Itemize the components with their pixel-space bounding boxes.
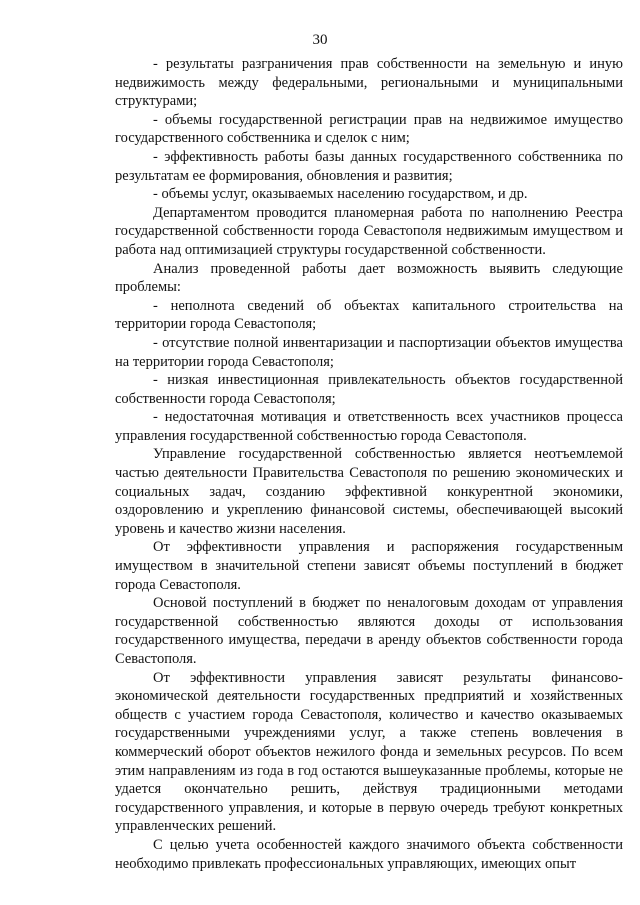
paragraph: С целью учета особенностей каждого значимого объекта собственности необходимо привлекать профессиональных управляющих, имеющих опыт — [115, 836, 623, 872]
paragraph: - объемы государственной регистрации прав на недвижимое имущество государственного собственника и сделок с ним; — [115, 111, 623, 147]
paragraph: - результаты разграничения прав собственности на земельную и иную недвижимость между федеральными, региональными и муниципальными структурами; — [115, 56, 623, 110]
paragraph: - неполнота сведений об объектах капитального строительства на территории города Севастополя; — [115, 297, 623, 333]
document-body — [115, 55, 623, 873]
paragraph: Управление государственной собственностью является неотъемлемой частью деятельности Правительства Севастополя по решению экономических и социальных задач, созданию эффективной конкурентной экономики, оздоровлению и укреплению финансовой системы, обеспечивающей высокий уровень и качество жизни населения. — [115, 446, 623, 537]
paragraph: От эффективности управления и распоряжения государственным имуществом в значительной степени зависят объемы поступлений в бюджет города Севастополя. — [115, 539, 623, 593]
page-number: 30 — [312, 32, 328, 48]
paragraph: Департаментом проводится планомерная работа по наполнению Реестра государственной собственности города Севастополя недвижимым имуществом и работа над оптимизацией структуры государственной собственности. — [115, 204, 623, 258]
paragraph: Основой поступлений в бюджет по неналоговым доходам от управления государственной собственностью являются доходы от использования государственного имущества, передачи в аренду объектов собственности города Севастополя. — [115, 595, 623, 667]
paragraph: - недостаточная мотивация и ответственность всех участников процесса управления государственной собственностью города Севастополя. — [115, 409, 623, 444]
paragraph: - объемы услуг, оказываемых населению государством, и др. — [153, 186, 528, 203]
paragraph: Анализ проведенной работы дает возможность выявить следующие проблемы: — [115, 260, 623, 296]
paragraph: - эффективность работы базы данных государственного собственника по результатам ее формирования, обновления и развития; — [115, 148, 623, 184]
paragraph: - отсутствие полной инвентаризации и паспортизации объектов имущества на территории города Севастополя; — [115, 334, 623, 370]
paragraph: - низкая инвестиционная привлекательность объектов государственной собственности города Севастополя; — [115, 372, 623, 407]
paragraph: От эффективности управления зависят результаты финансово-экономической деятельности государственных предприятий и хозяйственных обществ с участием города Севастополя, количество и качество оказываемых государственными учреждениями услуг, а также степень вовлечения в коммерческий оборот объектов нежилого фонда и земельных ресурсов. По всем этим направлениям из года в год остаются вышеуказанные проблемы, которые не удается окончательно решить, действуя традиционными методами государственного управления, и которые в первую очередь требуют конкретных управленческих решений. — [115, 669, 623, 835]
